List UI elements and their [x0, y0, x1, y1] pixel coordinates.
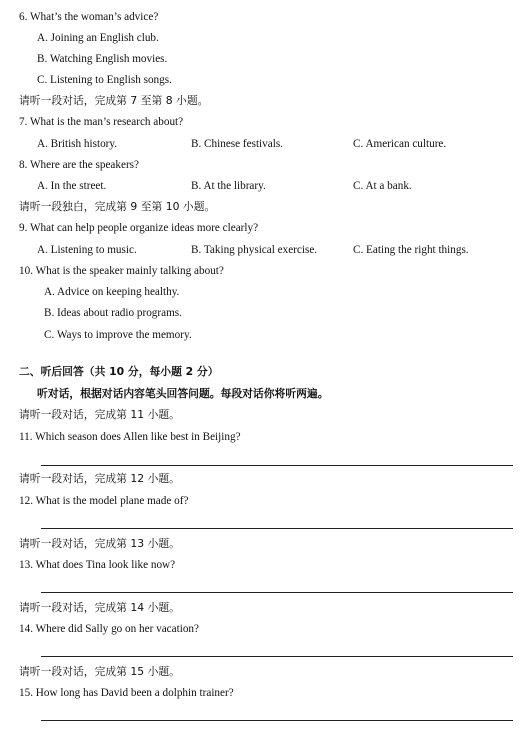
instruction-9-10: 请听一段独白，完成第 9 至第 10 小题。: [19, 200, 216, 213]
instruction-11: 请听一段对话，完成第 11 小题。: [19, 408, 180, 421]
option-9c: C. Eating the right things.: [353, 244, 469, 256]
question-15: 15. How long has David been a dolphin trainer?: [19, 687, 234, 699]
option-8c: C. At a bank.: [353, 180, 412, 192]
option-7c: C. American culture.: [353, 138, 447, 150]
option-7b: B. Chinese festivals.: [191, 138, 283, 150]
instruction-13: 请听一段对话，完成第 13 小题。: [19, 537, 180, 550]
option-6a: A. Joining an English club.: [37, 32, 159, 44]
option-6b: B. Watching English movies.: [37, 53, 168, 65]
answer-line-15[interactable]: [41, 720, 513, 721]
answer-line-13[interactable]: [41, 592, 513, 593]
option-6c: C. Listening to English songs.: [37, 74, 172, 86]
question-6: 6. What’s the woman’s advice?: [19, 11, 159, 23]
answer-line-11[interactable]: [41, 465, 513, 466]
question-8: 8. Where are the speakers?: [19, 159, 139, 171]
question-11: 11. Which season does Allen like best in Beijing?: [19, 431, 241, 443]
instruction-14: 请听一段对话，完成第 14 小题。: [19, 601, 180, 614]
option-9b: B. Taking physical exercise.: [191, 244, 318, 256]
option-10a: A. Advice on keeping healthy.: [44, 286, 180, 298]
answer-line-14[interactable]: [41, 656, 513, 657]
option-7a: A. British history.: [37, 138, 118, 150]
question-9: 9. What can help people organize ideas more clearly?: [19, 222, 259, 234]
option-9a: A. Listening to music.: [37, 244, 137, 256]
answer-line-12[interactable]: [41, 528, 513, 529]
question-13: 13. What does Tina look like now?: [19, 559, 176, 571]
question-7: 7. What is the man’s research about?: [19, 116, 184, 128]
option-10c: C. Ways to improve the memory.: [44, 329, 192, 341]
section-directions: 听对话，根据对话内容笔头回答问题。每段对话你将听两遍。: [37, 387, 329, 400]
instruction-7-8: 请听一段对话，完成第 7 至第 8 小题。: [19, 94, 209, 107]
question-14: 14. Where did Sally go on her vacation?: [19, 623, 199, 635]
option-8b: B. At the library.: [191, 180, 266, 192]
option-10b: B. Ideas about radio programs.: [44, 307, 182, 319]
instruction-15: 请听一段对话，完成第 15 小题。: [19, 665, 180, 678]
option-8a: A. In the street.: [37, 180, 107, 192]
question-10: 10. What is the speaker mainly talking about?: [19, 265, 224, 277]
instruction-12: 请听一段对话，完成第 12 小题。: [19, 472, 180, 485]
section-heading: 二、听后回答（共 10 分，每小题 2 分）: [19, 365, 219, 378]
question-12: 12. What is the model plane made of?: [19, 495, 189, 507]
